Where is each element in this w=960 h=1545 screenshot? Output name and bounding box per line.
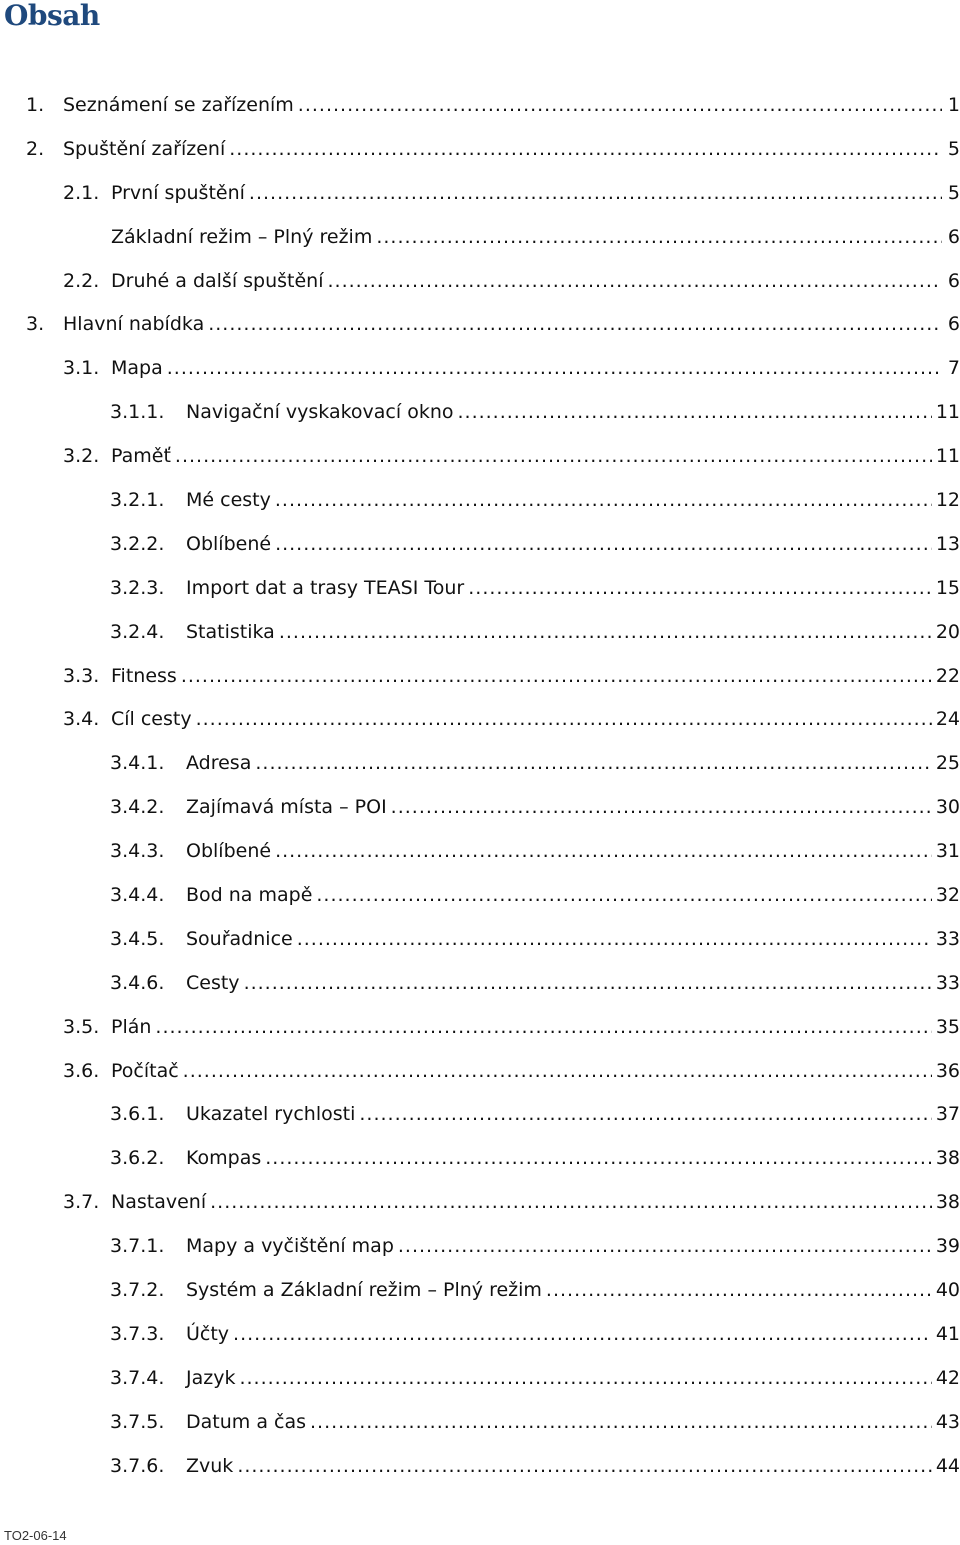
toc-entry-page-number: 15 <box>935 576 960 599</box>
toc-entry-number: 3.7.2. <box>110 1279 165 1302</box>
toc-entry[interactable] <box>0 655 960 699</box>
toc-entry[interactable] <box>0 347 960 391</box>
toc-entry-line <box>186 611 960 655</box>
toc-entry-page-number: 30 <box>935 796 960 819</box>
toc-entry[interactable] <box>0 962 960 1006</box>
toc-entry[interactable] <box>0 918 960 962</box>
toc-entry-number: 3.7.4. <box>110 1366 165 1389</box>
toc-entry-line <box>186 1445 960 1489</box>
toc-entry-number: 3. <box>26 313 45 336</box>
toc-entry[interactable] <box>0 216 960 260</box>
toc-entry-title: Souřadnice <box>186 927 293 950</box>
toc-entry-page-number: 38 <box>935 1191 960 1214</box>
toc-entry[interactable] <box>0 611 960 655</box>
toc-entry-page-number: 7 <box>947 357 960 380</box>
toc-entry-number: 2.2. <box>63 269 100 292</box>
toc-entry-line <box>63 84 960 128</box>
toc-entry-title: Paměť <box>111 445 171 468</box>
toc-entry-title: Jazyk <box>186 1366 236 1389</box>
toc-entry-page-number: 31 <box>935 840 960 863</box>
toc-entry-page-number: 33 <box>935 927 960 950</box>
toc-entry-line <box>186 742 960 786</box>
toc-entry-line <box>186 1225 960 1269</box>
toc-entry-number: 3.2.1. <box>110 489 165 512</box>
toc-entry[interactable] <box>0 1357 960 1401</box>
dot-leader <box>229 128 942 172</box>
toc-entry-line <box>111 1006 960 1050</box>
toc-entry-page-number: 24 <box>935 708 960 731</box>
toc-entry-page-number: 20 <box>935 620 960 643</box>
toc-entry[interactable] <box>0 1137 960 1181</box>
toc-entry-line <box>111 347 960 391</box>
toc-entry[interactable] <box>0 435 960 479</box>
toc-entry-title: Spuštění zařízení <box>63 137 226 160</box>
toc-entry-page-number: 6 <box>947 313 960 336</box>
dot-leader <box>298 84 942 128</box>
toc-entry-title: Mapy a vyčištění map <box>186 1235 394 1258</box>
toc-entry[interactable] <box>0 303 960 347</box>
toc-entry[interactable] <box>0 698 960 742</box>
dot-leader <box>255 742 931 786</box>
toc-entry-number: 3.7.6. <box>110 1454 165 1477</box>
toc-entry-number: 3.2.2. <box>110 532 165 555</box>
toc-entry-line <box>186 1357 960 1401</box>
toc-entry-title: Systém a Základní režim – Plný režim <box>186 1279 542 1302</box>
toc-entry-title: Mapa <box>111 357 163 380</box>
dot-leader <box>297 918 932 962</box>
toc-entry[interactable] <box>0 874 960 918</box>
toc-entry-number: 3.6.2. <box>110 1147 165 1170</box>
dot-leader <box>376 216 942 260</box>
toc-entry-line <box>186 479 960 523</box>
dot-leader <box>181 655 932 699</box>
toc-entry[interactable] <box>0 1050 960 1094</box>
dot-leader <box>244 962 932 1006</box>
toc-entry-line <box>111 435 960 479</box>
toc-entry-number: 3.5. <box>63 1015 100 1038</box>
toc-entry-number: 3.2. <box>63 445 100 468</box>
toc-entry[interactable] <box>0 172 960 216</box>
toc-entry-title: Cíl cesty <box>111 708 192 731</box>
dot-leader <box>237 1445 932 1489</box>
toc-entry-page-number: 40 <box>935 1279 960 1302</box>
dot-leader <box>196 698 932 742</box>
toc-entry-line <box>186 918 960 962</box>
toc-entry[interactable] <box>0 523 960 567</box>
toc-entry-title: Zajímavá místa – POI <box>186 796 387 819</box>
toc-entry-page-number: 6 <box>947 225 960 248</box>
toc-entry-number: 3.4.4. <box>110 884 165 907</box>
toc-entry-line <box>63 128 960 172</box>
toc-entry-title: Fitness <box>111 664 177 687</box>
toc-entry-title: První spuštění <box>111 181 245 204</box>
toc-entry-number: 3.4.3. <box>110 840 165 863</box>
toc-entry[interactable] <box>0 830 960 874</box>
toc-entry-number: 3.3. <box>63 664 100 687</box>
toc-entry-page-number: 33 <box>935 971 960 994</box>
toc-entry-title: Bod na mapě <box>186 884 313 907</box>
toc-entry-number: 3.2.4. <box>110 620 165 643</box>
dot-leader <box>155 1006 931 1050</box>
toc-entry-page-number: 25 <box>935 752 960 775</box>
toc-entry-page-number: 22 <box>935 664 960 687</box>
toc-entry-page-number: 43 <box>935 1410 960 1433</box>
toc-entry-title: Druhé a další spuštění <box>111 269 324 292</box>
toc-entry-title: Kompas <box>186 1147 262 1170</box>
toc-entry-number: 3.4.6. <box>110 971 165 994</box>
toc-entry[interactable] <box>0 1093 960 1137</box>
toc-entry-line <box>111 698 960 742</box>
toc-entry-line <box>111 1050 960 1094</box>
toc-entry-page-number: 13 <box>935 532 960 555</box>
toc-entry-title: Nastavení <box>111 1191 207 1214</box>
dot-leader <box>391 786 932 830</box>
toc-entry[interactable] <box>0 1006 960 1050</box>
toc-entry-page-number: 6 <box>947 269 960 292</box>
toc-entry-page-number: 38 <box>935 1147 960 1170</box>
toc-entry-number: 1. <box>26 94 45 116</box>
toc-entry[interactable] <box>0 1181 960 1225</box>
toc-entry[interactable] <box>0 391 960 435</box>
toc-entry-page-number: 37 <box>935 1103 960 1126</box>
toc-entry-page-number: 11 <box>935 401 960 424</box>
toc-entry-number: 3.6. <box>63 1059 100 1082</box>
toc-entry-line <box>111 216 960 260</box>
toc-entry[interactable] <box>0 1269 960 1313</box>
toc-entry-number: 3.7.5. <box>110 1410 165 1433</box>
toc-entry[interactable] <box>0 128 960 172</box>
dot-leader <box>210 1181 932 1225</box>
toc-entry[interactable] <box>0 260 960 304</box>
toc-entry-title: Ukazatel rychlosti <box>186 1103 356 1126</box>
toc-entry-page-number: 36 <box>935 1059 960 1082</box>
toc-entry-page-number: 32 <box>935 884 960 907</box>
toc-entry-page-number: 11 <box>935 445 960 468</box>
toc-entry-line <box>186 523 960 567</box>
toc-entry-line <box>111 1181 960 1225</box>
dot-leader <box>359 1093 931 1137</box>
toc-entry-page-number: 5 <box>947 181 960 204</box>
footer-document-code: TO2-06-14 <box>4 1528 67 1543</box>
toc-entry-title: Navigační vyskakovací okno <box>186 401 454 424</box>
dot-leader <box>328 260 943 304</box>
toc-entry-number: 3.6.1. <box>110 1103 165 1126</box>
toc-entry-number: 3.2.3. <box>110 576 165 599</box>
toc-entry-title: Oblíbené <box>186 840 272 863</box>
toc-entry-line <box>63 303 960 347</box>
toc-entry[interactable] <box>0 786 960 830</box>
toc-entry-number: 3.7.3. <box>110 1322 165 1345</box>
toc-entry-title: Počítač <box>111 1059 179 1082</box>
dot-leader <box>183 1050 932 1094</box>
dot-leader <box>167 347 942 391</box>
toc-entry-number: 2.1. <box>63 181 100 204</box>
toc-entry-title: Datum a čas <box>186 1410 306 1433</box>
toc-entry-title: Oblíbené <box>186 532 272 555</box>
dot-leader <box>233 1313 932 1357</box>
dot-leader <box>275 523 932 567</box>
toc-entry-title: Účty <box>186 1322 230 1345</box>
toc-entry-title: Adresa <box>186 752 252 775</box>
toc-list <box>0 84 960 1489</box>
toc-entry-title: Zvuk <box>186 1454 234 1477</box>
toc-entry[interactable] <box>0 1401 960 1445</box>
page-title: Obsah <box>4 0 100 32</box>
toc-entry-title: Hlavní nabídka <box>63 313 205 336</box>
toc-entry-page-number: 41 <box>935 1322 960 1345</box>
dot-leader <box>546 1269 932 1313</box>
toc-entry-page-number: 1 <box>947 94 960 116</box>
toc-entry-title: Základní režim – Plný režim <box>111 225 373 248</box>
toc-entry-number: 3.1.1. <box>110 401 165 424</box>
dot-leader <box>279 611 932 655</box>
toc-entry-line <box>186 1269 960 1313</box>
dot-leader <box>310 1401 932 1445</box>
dot-leader <box>468 567 932 611</box>
toc-entry-page-number: 5 <box>947 137 960 160</box>
toc-entry-title: Cesty <box>186 971 240 994</box>
toc-entry[interactable] <box>0 84 960 128</box>
toc-entry-title: Mé cesty <box>186 489 271 512</box>
toc-entry[interactable] <box>0 1313 960 1357</box>
toc-entry-page-number: 42 <box>935 1366 960 1389</box>
toc-entry-title: Statistika <box>186 620 275 643</box>
toc-entry-number: 3.7. <box>63 1191 100 1214</box>
toc-entry-line <box>111 172 960 216</box>
toc-entry-line <box>186 1401 960 1445</box>
dot-leader <box>457 391 931 435</box>
toc-entry-line <box>186 962 960 1006</box>
toc-entry-page-number: 12 <box>935 489 960 512</box>
toc-entry-title: Seznámení se zařízením <box>63 94 294 116</box>
toc-entry-line <box>111 655 960 699</box>
toc-entry-number: 3.4. <box>63 708 100 731</box>
toc-entry-page-number: 35 <box>935 1015 960 1038</box>
toc-entry[interactable] <box>0 742 960 786</box>
dot-leader <box>208 303 942 347</box>
dot-leader <box>175 435 932 479</box>
toc-entry-line <box>186 1313 960 1357</box>
toc-entry-number: 3.4.1. <box>110 752 165 775</box>
toc-entry-title: Plán <box>111 1015 152 1038</box>
dot-leader <box>249 172 942 216</box>
toc-entry-line <box>111 260 960 304</box>
toc-entry-line <box>186 786 960 830</box>
toc-entry-line <box>186 391 960 435</box>
toc-entry-page-number: 39 <box>935 1235 960 1258</box>
toc-entry[interactable] <box>0 1445 960 1489</box>
toc-entry-title: Import dat a trasy TEASI Tour <box>186 576 465 599</box>
dot-leader <box>275 479 932 523</box>
toc-entry-number: 3.4.2. <box>110 796 165 819</box>
toc-entry[interactable] <box>0 567 960 611</box>
dot-leader <box>398 1225 932 1269</box>
toc-entry-page-number: 44 <box>935 1454 960 1477</box>
toc-entry[interactable] <box>0 1225 960 1269</box>
toc-entry-line <box>186 1137 960 1181</box>
toc-entry-number: 3.4.5. <box>110 927 165 950</box>
toc-entry[interactable] <box>0 479 960 523</box>
dot-leader <box>265 1137 932 1181</box>
toc-entry-number: 3.1. <box>63 357 100 380</box>
toc-entry-line <box>186 830 960 874</box>
toc-entry-line <box>186 874 960 918</box>
toc-entry-number: 3.7.1. <box>110 1235 165 1258</box>
dot-leader <box>239 1357 931 1401</box>
dot-leader <box>275 830 932 874</box>
toc-entry-number: 2. <box>26 137 45 160</box>
toc-entry-line <box>186 567 960 611</box>
dot-leader <box>316 874 931 918</box>
toc-entry-line <box>186 1093 960 1137</box>
